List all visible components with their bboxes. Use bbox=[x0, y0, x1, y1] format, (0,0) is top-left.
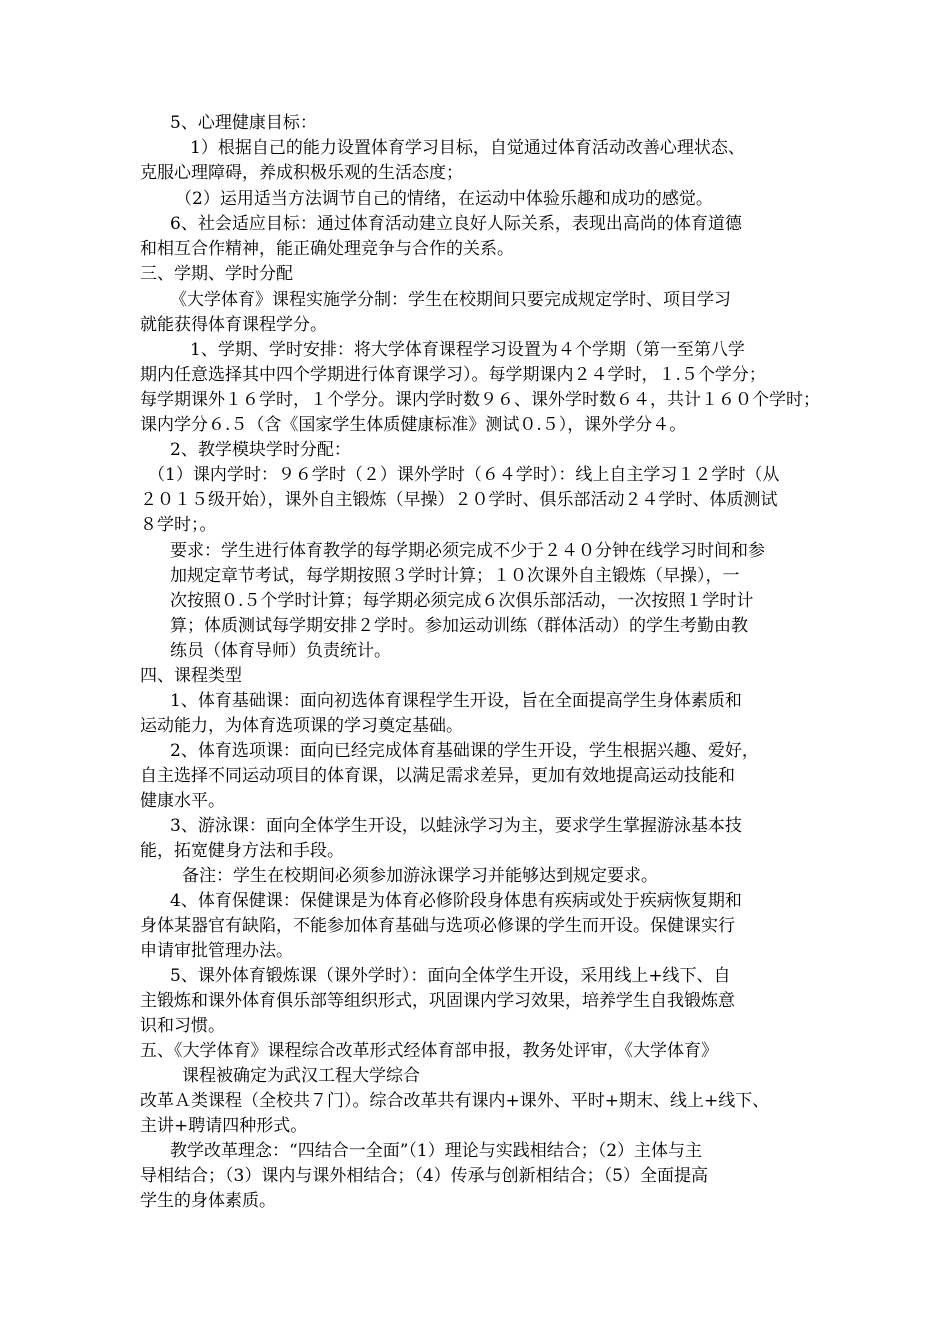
paragraph-line: 《大学体育》课程实施学分制：学生在校期间只要完成规定学时、项目学习 bbox=[170, 290, 731, 310]
paragraph-line: 5、课外体育锻炼课（课外学时）：面向全体学生开设，采用线上+线下、自 bbox=[170, 966, 731, 986]
paragraph-line: 运动能力，为体育选项课的学习奠定基础。 bbox=[140, 716, 463, 736]
paragraph-line: 教学改革理念：“四结合一全面”（1）理论与实践相结合；（2）主体与主 bbox=[170, 1141, 703, 1161]
paragraph-line: 健康水平。 bbox=[140, 791, 225, 811]
heading-social-goal: 6、社会适应目标：通过体育活动建立良好人际关系，表现出高尚的体育道德 bbox=[170, 214, 742, 234]
paragraph-line: 1、体育基础课：面向初选体育课程学生开设，旨在全面提高学生身体素质和 bbox=[170, 691, 742, 711]
section-heading-4: 四、课程类型 bbox=[140, 666, 242, 686]
heading-psychology-goal: 5、心理健康目标： bbox=[170, 113, 317, 133]
paragraph-line: 识和习惯。 bbox=[140, 1016, 225, 1036]
paragraph-line: 能，拓宽健身方法和手段。 bbox=[140, 841, 344, 861]
paragraph-line: 4、体育保健课：保健课是为体育必修阶段身体患有疾病或处于疾病恢复期和 bbox=[170, 891, 742, 911]
note-line: 备注：学生在校期间必须参加游泳课学习并能够达到规定要求。 bbox=[182, 866, 658, 886]
paragraph-line: 克服心理障碍，养成积极乐观的生活态度； bbox=[140, 163, 463, 183]
paragraph-line: 3、游泳课：面向全体学生开设，以蛙泳学习为主，要求学生掌握游泳基本技 bbox=[170, 816, 742, 836]
paragraph-line: 1）根据自己的能力设置体育学习目标，自觉通过体育活动改善心理状态、 bbox=[190, 138, 745, 158]
paragraph-line: 主讲+聘请四种形式。 bbox=[140, 1116, 308, 1136]
paragraph-line: （2）运用适当方法调节自己的情绪，在运动中体验乐趣和成功的感觉。 bbox=[175, 189, 713, 209]
section-heading-5: 五、《大学体育》课程综合改革形式经体育部申报，教务处评审，《大学体育》 bbox=[140, 1041, 718, 1061]
paragraph-line: 次按照０.５个学时计算；每学期必须完成６次俱乐部活动，一次按照１学时计 bbox=[170, 591, 754, 611]
paragraph-line: ２０１５级开始），课外自主锻炼（早操）２０学时、俱乐部活动２４学时、体质测试 bbox=[140, 490, 778, 510]
paragraph-line: 1、学期、学时安排：将大学体育课程学习设置为４个学期（第一至第八学 bbox=[190, 340, 745, 360]
paragraph-line: 2、体育选项课：面向已经完成体育基础课的学生开设，学生根据兴趣、爱好， bbox=[170, 741, 759, 761]
paragraph-line: 就能获得体育课程学分。 bbox=[140, 315, 327, 335]
paragraph-line: （1）课内学时：９６学时（２）课外学时（６４学时）：线上自主学习１２学时（从 bbox=[148, 465, 780, 485]
paragraph-line: ８学时；。 bbox=[140, 515, 217, 535]
section-heading-3: 三、学期、学时分配 bbox=[140, 264, 293, 284]
paragraph-line: 申请审批管理办法。 bbox=[140, 941, 293, 961]
paragraph-line: 每学期课外１６学时，１个学分。课内学时数９６、课外学时数６４，共计１６０个学时； bbox=[140, 390, 820, 410]
paragraph-line: 改革Ａ类课程（全校共７门）。综合改革共有课内+课外、平时+期末、线上+线下、 bbox=[140, 1091, 770, 1111]
paragraph-line: 导相结合；（3）课内与课外相结合；（4）传承与创新相结合；（5）全面提高 bbox=[140, 1166, 708, 1186]
paragraph-line: 课程被确定为武汉工程大学综合 bbox=[182, 1066, 420, 1086]
paragraph-line: 主锻炼和课外体育俱乐部等组织形式，巩固课内学习效果，培养学生自我锻炼意 bbox=[140, 991, 735, 1011]
paragraph-line: 和相互合作精神，能正确处理竞争与合作的关系。 bbox=[140, 239, 514, 259]
paragraph-line: 学生的身体素质。 bbox=[140, 1191, 276, 1211]
paragraph-line: 练员（体育导师）负责统计。 bbox=[170, 641, 391, 661]
heading-module-hours: 2、教学模块学时分配： bbox=[170, 440, 351, 460]
paragraph-line: 身体某器官有缺陷，不能参加体育基础与选项必修课的学生而开设。保健课实行 bbox=[140, 916, 735, 936]
paragraph-line: 课内学分６.５（含《国家学生体质健康标准》测试０.５），课外学分４。 bbox=[140, 415, 687, 435]
paragraph-line: 自主选择不同运动项目的体育课，以满足需求差异，更加有效地提高运动技能和 bbox=[140, 766, 735, 786]
paragraph-line: 期内任意选择其中四个学期进行体育课学习）。每学期课内２４学时，１.５个学分； bbox=[140, 365, 766, 385]
paragraph-line: 要求：学生进行体育教学的每学期必须完成不少于２４０分钟在线学习时间和参 bbox=[170, 541, 765, 561]
paragraph-line: 算；体质测试每学期安排２学时。参加运动训练（群体活动）的学生考勤由教 bbox=[170, 616, 748, 636]
paragraph-line: 加规定章节考试，每学期按照３学时计算；１０次课外自主锻炼（早操），一 bbox=[170, 566, 740, 586]
